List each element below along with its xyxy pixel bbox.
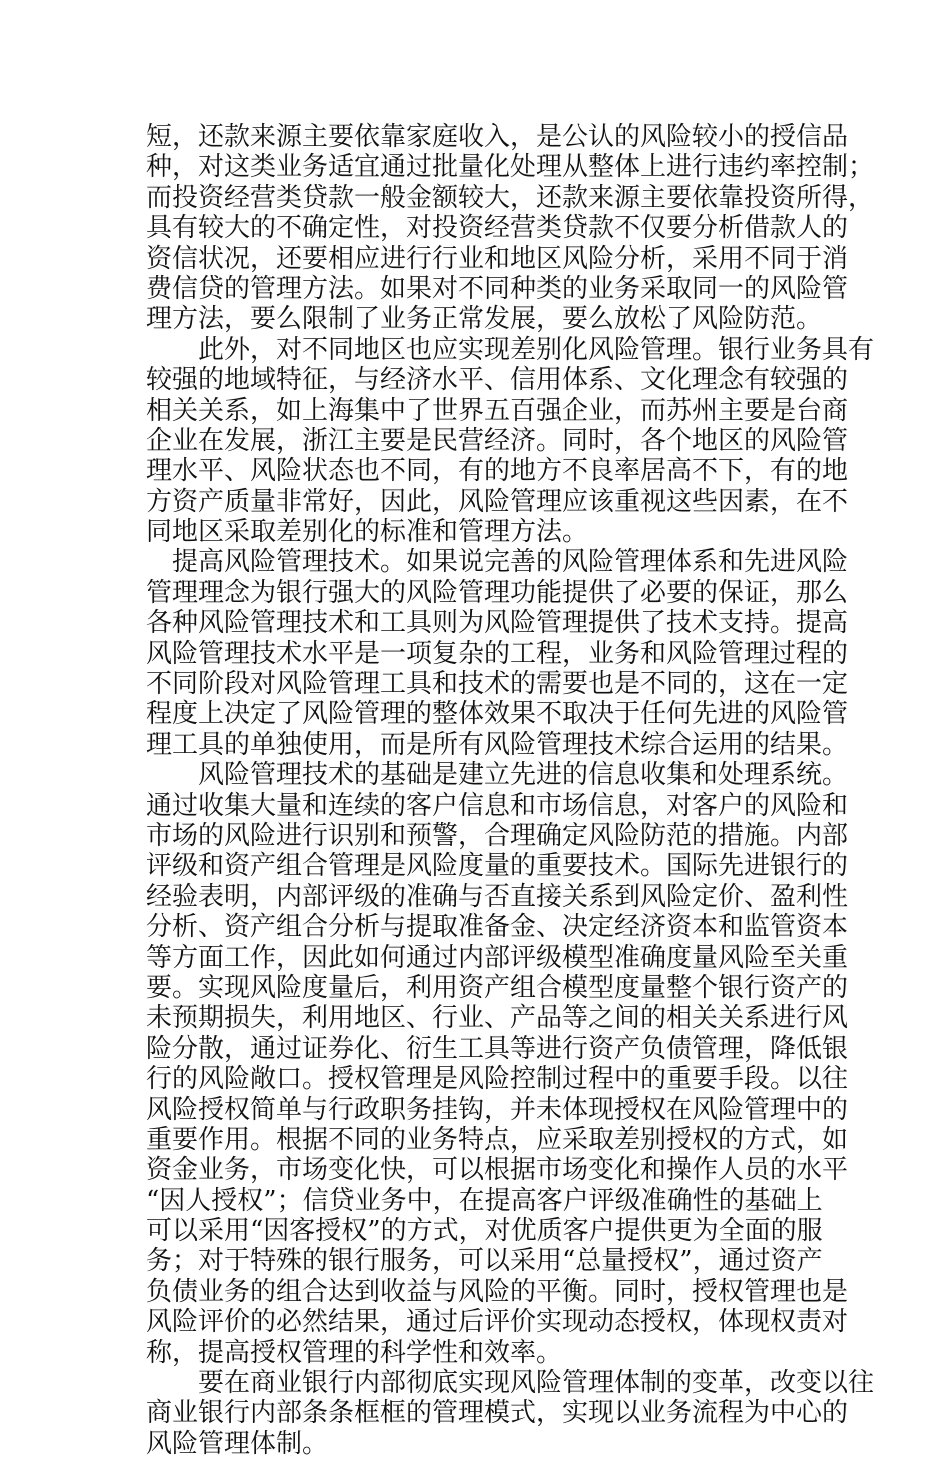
text-line: 要在商业银行内部彻底实现风险管理体制的变革，改变以往 [146,1368,875,1399]
paragraph [146,122,875,335]
text-line: 企业在发展，浙江主要是民营经济。同时，各个地区的风险管 [146,425,849,456]
text-line: 理方法，要么限制了业务正常发展，要么放松了风险防范。 [146,304,823,335]
text-line: 此外，对不同地区也应实现差别化风险管理。银行业务具有 [146,334,875,365]
text-line: 风险授权简单与行政职务挂钩，并未体现授权在风险管理中的 [146,1094,849,1125]
paragraph [146,547,849,760]
text-line: 种，对这类业务适宜通过批量化处理从整体上进行违约率控制； [146,152,875,183]
paragraph [146,1368,875,1459]
text-line: 风险管理体制。 [146,1428,329,1459]
text-line: 行的风险敞口。授权管理是风险控制过程中的重要手段。以往 [146,1064,849,1095]
text-line: 称，提高授权管理的科学性和效率。 [146,1337,563,1368]
text-line: 费信贷的管理方法。如果对不同种类的业务采取同一的风险管 [146,273,849,304]
text-line: 险分散，通过证券化、衍生工具等进行资产负债管理，降低银 [146,1033,849,1064]
text-line: 风险管理技术的基础是建立先进的信息收集和处理系统。 [146,760,849,791]
text-line: 通过收集大量和连续的客户信息和市场信息，对客户的风险和 [146,790,849,821]
text-line: 各种风险管理技术和工具则为风险管理提供了技术支持。提高 [146,608,849,639]
paragraph [146,760,849,1368]
paragraph [146,334,875,548]
text-line: 未预期损失，利用地区、行业、产品等之间的相关关系进行风 [146,1003,849,1034]
text-line: 等方面工作，因此如何通过内部评级模型准确度量风险至关重 [146,942,849,973]
text-line: 风险管理技术水平是一项复杂的工程，业务和风险管理过程的 [146,638,849,669]
text-line: 可以采用“因客授权”的方式，对优质客户提供更为全面的服 [146,1216,823,1247]
text-line: 方资产质量非常好，因此，风险管理应该重视这些因素，在不 [146,486,849,517]
text-line: 而投资经营类贷款一般金额较大，还款来源主要依靠投资所得， [146,182,875,213]
text-line: 提高风险管理技术。如果说完善的风险管理体系和先进风险 [146,547,849,578]
text-line: 市场的风险进行识别和预警，合理确定风险防范的措施。内部 [146,820,849,851]
text-line: 分析、资产组合分析与提取准备金、决定经济资本和监管资本 [146,912,849,943]
text-line: 评级和资产组合管理是风险度量的重要技术。国际先进银行的 [146,851,849,882]
text-line: 资信状况，还要相应进行行业和地区风险分析，采用不同于消 [146,243,849,274]
text-line: 具有较大的不确定性，对投资经营类贷款不仅要分析借款人的 [146,213,849,244]
text-line: 务；对于特殊的银行服务，可以采用“总量授权”，通过资产 [146,1246,823,1277]
text-line: 理工具的单独使用，而是所有风险管理技术综合运用的结果。 [146,729,849,760]
text-line: 短，还款来源主要依靠家庭收入，是公认的风险较小的授信品 [146,122,849,152]
text-line: 管理理念为银行强大的风险管理功能提供了必要的保证，那么 [146,577,849,608]
text-line: 不同阶段对风险管理工具和技术的需要也是不同的，这在一定 [146,669,849,700]
text-line: 资金业务，市场变化快，可以根据市场变化和操作人员的水平 [146,1155,849,1186]
text-line: 要。实现风险度量后，利用资产组合模型度量整个银行资产的 [146,972,849,1003]
text-line: 经验表明，内部评级的准确与否直接关系到风险定价、盈利性 [146,881,849,912]
text-line: 较强的地域特征，与经济水平、信用体系、文化理念有较强的 [146,365,849,396]
text-line: 同地区采取差别化的标准和管理方法。 [146,517,589,548]
text-line: 风险评价的必然结果，通过后评价实现动态授权，体现权责对 [146,1307,849,1338]
document-body [146,122,875,1459]
text-line: 理水平、风险状态也不同，有的地方不良率居高不下，有的地 [146,456,849,487]
text-line: “因人授权”；信贷业务中，在提高客户评级准确性的基础上 [146,1185,823,1216]
text-line: 商业银行内部条条框框的管理模式，实现以业务流程为中心的 [146,1398,849,1429]
text-line: 相关关系，如上海集中了世界五百强企业，而苏州主要是台商 [146,395,849,426]
text-line: 负债业务的组合达到收益与风险的平衡。同时，授权管理也是 [146,1276,849,1307]
text-line: 重要作用。根据不同的业务特点，应采取差别授权的方式，如 [146,1124,849,1155]
text-line: 程度上决定了风险管理的整体效果不取决于任何先进的风险管 [146,699,849,730]
